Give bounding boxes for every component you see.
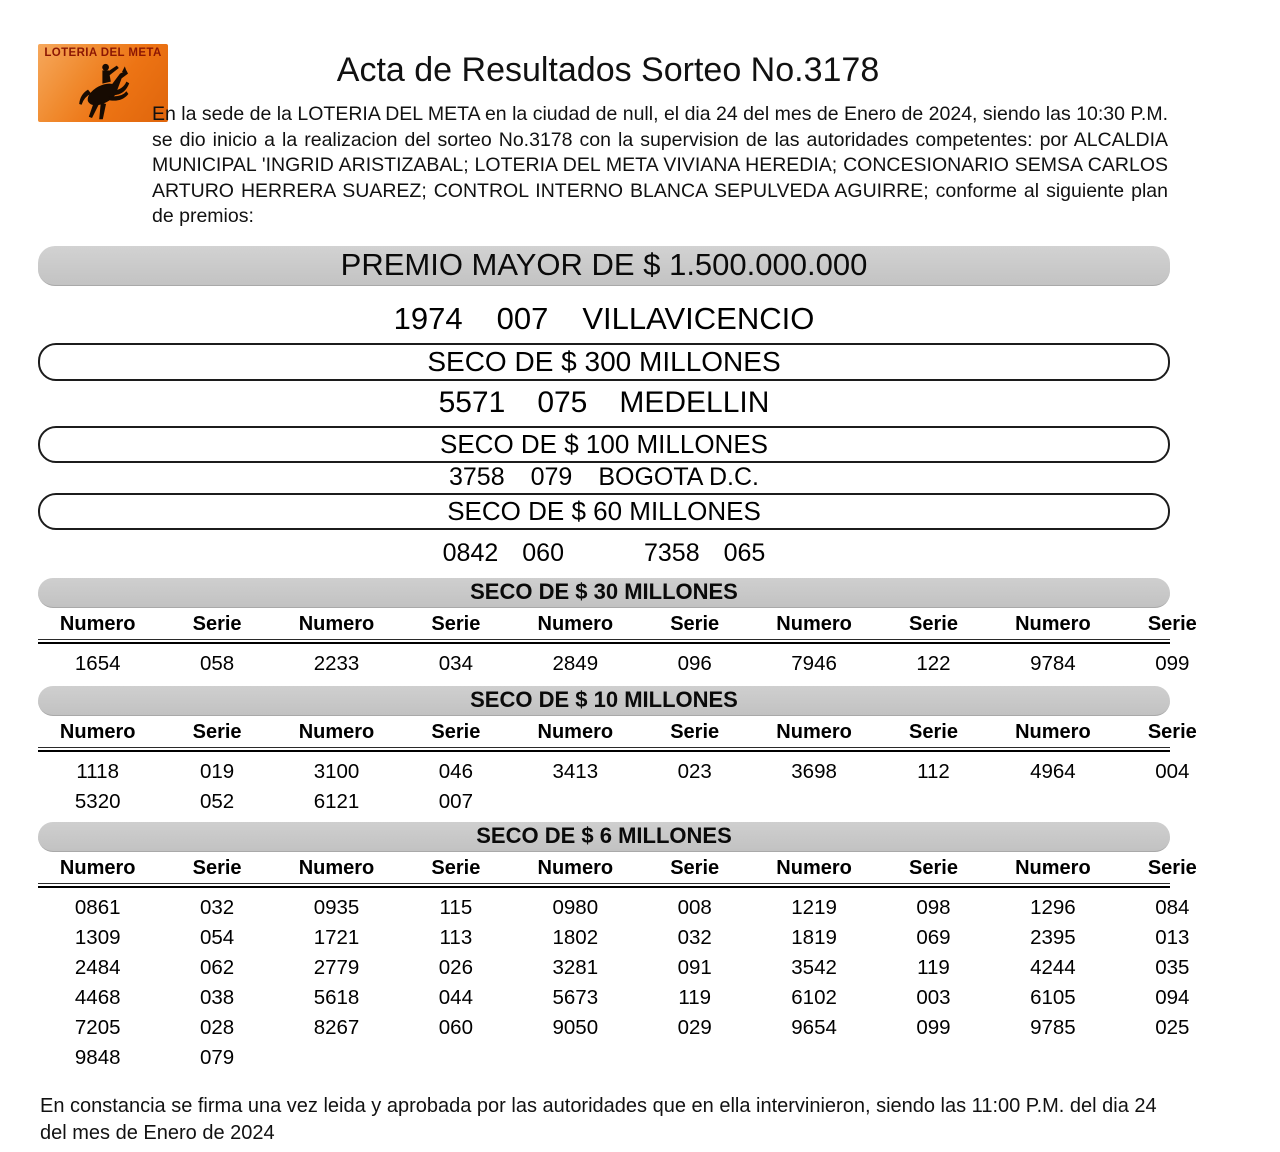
serie-cell: 003 (916, 985, 951, 1009)
serie-cell: 035 (1155, 955, 1190, 979)
numero-cell: 3698 (791, 759, 837, 783)
col-header-serie: Serie (670, 613, 720, 635)
seco-100-box (38, 426, 1170, 463)
numero-cell: 1219 (791, 895, 837, 919)
winner-ciudad: BOGOTA D.C. (598, 462, 759, 491)
winner-numero: 0842 (442, 538, 499, 567)
col-header-serie: Serie (1147, 721, 1197, 743)
serie-cell: 094 (1155, 985, 1190, 1009)
numero-cell: 3281 (552, 955, 599, 979)
table-header-row (38, 720, 1232, 746)
seco-10-section (0, 686, 1280, 817)
numero-cell: 8267 (313, 1015, 360, 1039)
serie-cell: 038 (199, 985, 235, 1009)
numero-cell: 1309 (74, 925, 121, 949)
numero-cell: 5320 (74, 789, 121, 813)
intro-paragraph: En la sede de la LOTERIA DEL META en la ciudad de null, el dia 24 del mes de Enero de 2024, siendo las 10:30 P.M. se dio inicio a la realizacion del sorteo No.3178 con la supervision de las autoridades competentes: por ALCALDIA MUNICIPAL 'INGRID ARISTIZABAL; LOTERIA DEL META VIVIANA HEREDIA; CONCESIONARIO SEMSA CARLOS ARTURO HERRERA SUAREZ; CONTROL INTERNO BLANCA SEPULVEDA AGUIRRE; conforme al siguiente plan de premios: (152, 103, 1168, 227)
table-row (38, 649, 1232, 679)
winner-ciudad: VILLAVICENCIO (582, 300, 815, 336)
serie-cell: 122 (916, 651, 951, 675)
numero-cell: 4964 (1030, 759, 1076, 783)
loteria-del-meta-logo (38, 44, 168, 122)
serie-cell: 028 (199, 1015, 235, 1039)
winner-serie: 079 (530, 462, 573, 491)
serie-cell: 007 (438, 789, 473, 813)
serie-cell: 029 (677, 1015, 712, 1039)
table-row (38, 983, 1232, 1013)
seco-60-label: SECO DE $ 60 MILLONES (447, 495, 761, 526)
serie-cell: 096 (677, 651, 712, 675)
serie-cell: 069 (916, 925, 951, 949)
winner-numero: 5571 (438, 385, 506, 419)
table-row (38, 893, 1232, 923)
numero-cell: 0935 (313, 895, 360, 919)
serie-cell: 004 (1155, 759, 1190, 783)
numero-cell: 4244 (1030, 955, 1076, 979)
serie-cell: 079 (199, 1045, 235, 1069)
serie-cell: 113 (439, 925, 473, 949)
serie-cell: 119 (678, 985, 712, 1009)
horse-rider-icon (62, 56, 146, 120)
winner-numero: 7358 (644, 538, 700, 567)
col-header-serie: Serie (1147, 857, 1197, 879)
serie-cell: 054 (199, 925, 235, 949)
table-row (38, 923, 1232, 953)
numero-cell: 4468 (74, 985, 121, 1009)
numero-cell: 2779 (313, 955, 360, 979)
winner-numero: 3758 (448, 462, 505, 491)
col-header-numero: Numero (59, 721, 136, 743)
numero-cell: 9848 (74, 1045, 121, 1069)
header-rule (38, 747, 1170, 752)
col-header-numero: Numero (1015, 613, 1091, 635)
serie-cell: 091 (677, 955, 712, 979)
numero-cell: 6102 (791, 985, 837, 1009)
serie-cell: 044 (438, 985, 473, 1009)
table-body (38, 757, 1232, 817)
numero-cell: 1819 (791, 925, 837, 949)
serie-cell: 084 (1155, 895, 1190, 919)
premio-mayor-banner: PREMIO MAYOR DE $ 1.500.000.000 (38, 246, 1170, 286)
col-header-numero: Numero (298, 613, 375, 635)
col-header-serie: Serie (431, 857, 481, 879)
serie-cell: 052 (199, 789, 235, 813)
premio-mayor-winner (38, 301, 1170, 337)
numero-cell: 6121 (313, 789, 360, 813)
numero-cell: 2395 (1030, 925, 1076, 949)
header-rule (38, 883, 1170, 888)
logo-title: LOTERIA DEL META (44, 47, 162, 59)
seco-30-section (0, 578, 1280, 679)
table-row (38, 787, 1232, 817)
serie-cell: 058 (199, 651, 235, 675)
page-title: Acta de Resultados Sorteo No.3178 (336, 51, 880, 89)
col-header-serie: Serie (909, 721, 958, 743)
winner-serie: 075 (537, 385, 588, 419)
col-header-serie: Serie (192, 857, 242, 879)
col-header-numero: Numero (298, 857, 375, 879)
seco-300-box (38, 343, 1170, 381)
numero-cell: 9785 (1030, 1015, 1076, 1039)
col-header-numero: Numero (537, 613, 614, 635)
serie-cell: 008 (677, 895, 712, 919)
seco-60-box (38, 493, 1170, 530)
seco-300-label: SECO DE $ 300 MILLONES (427, 345, 781, 377)
serie-cell: 032 (677, 925, 712, 949)
col-header-serie: Serie (670, 721, 720, 743)
winner-numero: 1974 (393, 300, 463, 336)
serie-cell: 062 (199, 955, 235, 979)
numero-cell: 7946 (791, 651, 837, 675)
col-header-serie: Serie (192, 613, 242, 635)
seco-6-table (38, 856, 1232, 1073)
table-row (38, 1013, 1232, 1043)
numero-cell: 0980 (552, 895, 599, 919)
col-header-numero: Numero (59, 857, 136, 879)
winner-serie: 060 (522, 538, 564, 567)
col-header-numero: Numero (776, 721, 852, 743)
serie-cell: 034 (438, 651, 473, 675)
seco-30-banner: SECO DE $ 30 MILLONES (38, 578, 1170, 608)
numero-cell: 1721 (313, 925, 360, 949)
seco-6-section (0, 822, 1280, 1073)
table-header-row (38, 612, 1232, 638)
seco-10-banner: SECO DE $ 10 MILLONES (38, 686, 1170, 716)
numero-cell: 2849 (552, 651, 599, 675)
col-header-numero: Numero (776, 857, 852, 879)
col-header-serie: Serie (670, 857, 720, 879)
col-header-serie: Serie (431, 721, 481, 743)
winner-serie: 007 (496, 300, 549, 336)
col-header-numero: Numero (537, 857, 614, 879)
serie-cell: 115 (439, 895, 473, 919)
serie-cell: 026 (438, 955, 473, 979)
numero-cell: 5618 (313, 985, 360, 1009)
numero-cell: 3542 (791, 955, 837, 979)
seco-6-banner: SECO DE $ 6 MILLONES (38, 822, 1170, 852)
col-header-numero: Numero (1015, 721, 1091, 743)
serie-cell: 032 (199, 895, 235, 919)
numero-cell: 9654 (791, 1015, 837, 1039)
table-body (38, 893, 1232, 1073)
serie-cell: 019 (199, 759, 235, 783)
numero-cell: 5673 (552, 985, 599, 1009)
numero-cell: 1654 (74, 651, 121, 675)
numero-cell: 2484 (74, 955, 121, 979)
table-row (38, 757, 1232, 787)
serie-cell: 046 (438, 759, 473, 783)
table-row (38, 1043, 1232, 1073)
seco-30-table (38, 612, 1232, 679)
serie-cell: 112 (917, 759, 950, 783)
col-header-numero: Numero (776, 613, 852, 635)
seco-60-winners (38, 539, 1170, 567)
seco-300-winner (38, 386, 1170, 420)
serie-cell: 023 (677, 759, 712, 783)
winner-ciudad: MEDELLIN (619, 385, 770, 419)
numero-cell: 1296 (1030, 895, 1076, 919)
col-header-serie: Serie (909, 857, 958, 879)
numero-cell: 1802 (552, 925, 599, 949)
numero-cell: 3100 (313, 759, 360, 783)
numero-cell: 0861 (74, 895, 121, 919)
numero-cell: 9784 (1030, 651, 1076, 675)
serie-cell: 098 (916, 895, 951, 919)
closing-statement: En constancia se firma una vez leida y aprobada por las autoridades que en ella intervinieron, siendo las 11:00 P.M. del dia 24 del mes de Enero de 2024 (40, 1094, 1157, 1144)
table-body (38, 649, 1232, 679)
col-header-serie: Serie (192, 721, 242, 743)
numero-cell: 9050 (552, 1015, 599, 1039)
numero-cell: 1118 (76, 759, 119, 783)
header-rule (38, 639, 1170, 644)
col-header-numero: Numero (298, 721, 375, 743)
serie-cell: 060 (438, 1015, 473, 1039)
serie-cell: 013 (1155, 925, 1190, 949)
numero-cell: 7205 (74, 1015, 121, 1039)
numero-cell: 3413 (552, 759, 599, 783)
winner-serie: 065 (723, 538, 766, 567)
serie-cell: 025 (1155, 1015, 1190, 1039)
serie-cell: 119 (917, 955, 950, 979)
col-header-numero: Numero (537, 721, 614, 743)
seco-100-label: SECO DE $ 100 MILLONES (439, 428, 769, 459)
col-header-numero: Numero (59, 613, 136, 635)
numero-cell: 2233 (313, 651, 360, 675)
col-header-serie: Serie (909, 613, 958, 635)
serie-cell: 099 (916, 1015, 951, 1039)
serie-cell: 099 (1155, 651, 1190, 675)
col-header-serie: Serie (431, 613, 481, 635)
col-header-numero: Numero (1015, 857, 1091, 879)
seco-100-winner (38, 464, 1170, 490)
col-header-serie: Serie (1147, 613, 1197, 635)
numero-cell: 6105 (1030, 985, 1076, 1009)
table-row (38, 953, 1232, 983)
table-header-row (38, 856, 1232, 882)
seco-10-table (38, 720, 1232, 817)
